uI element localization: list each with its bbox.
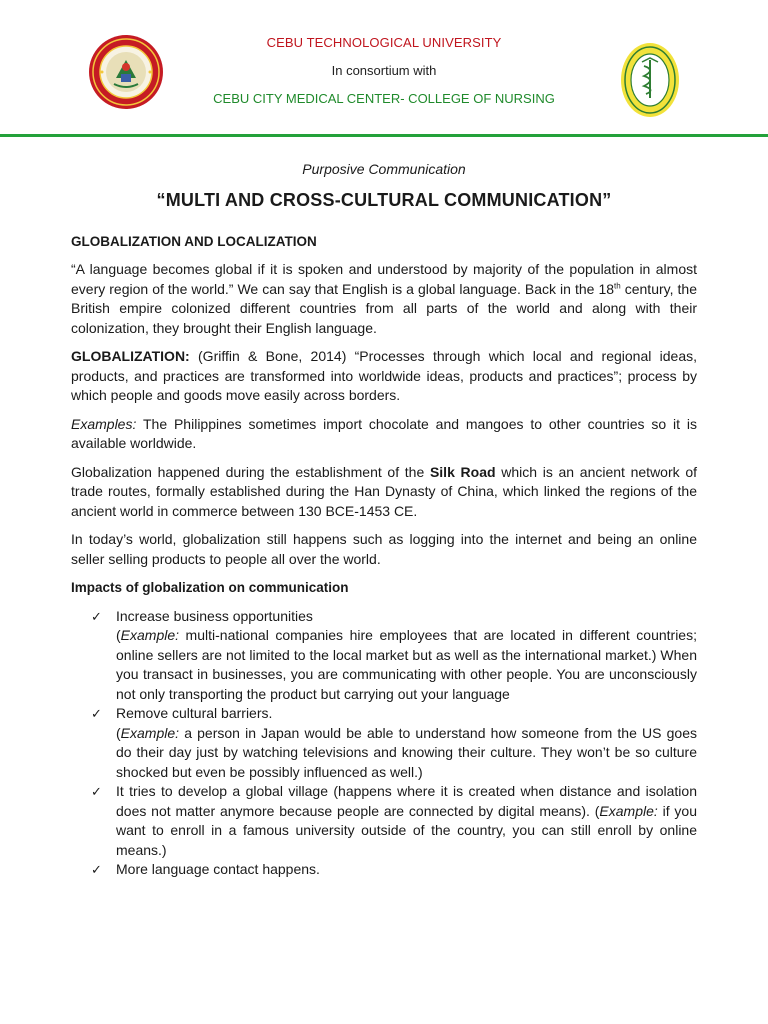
impacts-list: [71, 607, 697, 880]
checkmark-icon: ✓: [91, 784, 102, 799]
paragraph-globalization-definition: [71, 347, 697, 406]
consortium-line: In consortium with: [331, 63, 437, 78]
example-label: Example:: [599, 802, 658, 819]
impact-lead: Remove cultural barriers.: [116, 705, 273, 721]
example-label: Example:: [120, 724, 180, 741]
paragraph-text: century, the British empire colonized different countries from all parts of the world and along with their colonization, they brought their English language.: [71, 280, 697, 336]
checkmark-icon: ✓: [91, 706, 102, 721]
paragraph-text: (Griffin & Bone, 2014) “Processes through which local and regional ideas, products, and practices are transformed into worldwide ideas, products and practices”; process by which people and goods move easily across borders.: [71, 348, 697, 403]
example-label: Example:: [120, 627, 180, 643]
impact-lead: More language contact happens.: [116, 861, 320, 877]
term-globalization: GLOBALIZATION:: [71, 348, 190, 364]
term-silk-road: Silk Road: [429, 463, 496, 480]
impacts-heading: Impacts of globalization on communication: [71, 580, 349, 595]
list-item: [91, 860, 697, 880]
list-item: ✓ It tries to develop a global village (happens where it is created when distance and isolation does not matter anymore because people are connected by digital means). (Example: if you want to enroll in a famous university outside of the country, you can still enroll by online means.): [91, 783, 697, 858]
paragraph-examples: [71, 415, 697, 454]
paragraph-silk-road: [71, 463, 697, 522]
university-name: CEBU TECHNOLOGICAL UNIVERSITY: [266, 35, 502, 50]
example-text: multi-national companies hire employees that are located in different countries; online sellers are not limited to the local market but as well as the international market.) When you transact in businesses, you are communicating with other people. You are unconsciously not only transporting the product but carrying out your language: [116, 627, 697, 702]
paragraph-text: “A language becomes global if it is spoken and understood by majority of the population in almost every region of the world.” We can say that English is a global language. Back in the 18: [71, 261, 697, 297]
paragraph-global-language: [71, 260, 697, 338]
example-text: a person in Japan would be able to understand how someone from the US goes do their day just by watching televisions and knowing their culture. They won’t be so culture shocked but even be possibly influenced as well.): [116, 724, 697, 780]
superscript: th: [614, 280, 621, 290]
college-seal-icon: [620, 42, 680, 118]
section-heading: GLOBALIZATION AND LOCALIZATION: [71, 233, 317, 249]
checkmark-icon: ✓: [91, 608, 102, 624]
header-divider: [0, 134, 768, 137]
letterhead: [0, 0, 768, 140]
paragraph-text: which is an ancient network of trade routes, formally established during the Han Dynasty of China, which linked the regions of the ancient world in commerce between 130 BCE-1453 CE.: [71, 463, 697, 519]
document-body: [71, 160, 697, 880]
paragraph-text: Globalization happened during the establishment of the: [71, 463, 430, 480]
page-title: “MULTI AND CROSS-CULTURAL COMMUNICATION”: [156, 189, 612, 210]
impact-lead: Increase business opportunities: [116, 607, 313, 624]
paragraph-todays-world: In today’s world, globalization still happens such as logging into the internet and being an online seller selling products to people all over the world.: [71, 531, 697, 567]
list-item: ✓ Increase business opportunities (Example: multi-national companies hire employees that are located in different countries; online sellers are not limited to the local market but as well as the international market.) When you transact in businesses, you are communicating with other people. You are unconsciously not only transporting the product but carrying out your language: [91, 607, 697, 702]
list-item: ✓ Remove cultural barriers. (Example: a person in Japan would be able to understand how someone from the US goes do their day just by watching televisions and knowing their culture. They won’t be so culture shocked but even be possibly influenced as well.): [91, 705, 697, 780]
subject-line: Purposive Communication: [302, 161, 466, 177]
example-text: if you want to enroll in a famous university outside of the country, you can still enroll by online means.): [116, 802, 697, 858]
checkmark-icon: ✓: [91, 862, 102, 877]
examples-label: Examples:: [71, 415, 137, 432]
college-name: CEBU CITY MEDICAL CENTER- COLLEGE OF NURSING: [213, 91, 555, 106]
impact-lead: It tries to develop a global village (happens where it is created when distance and isolation does not matter anymore because people are connected by digital means).: [116, 783, 697, 819]
paragraph-text: The Philippines sometimes import chocolate and mangoes to other countries so it is available worldwide.: [71, 415, 697, 451]
